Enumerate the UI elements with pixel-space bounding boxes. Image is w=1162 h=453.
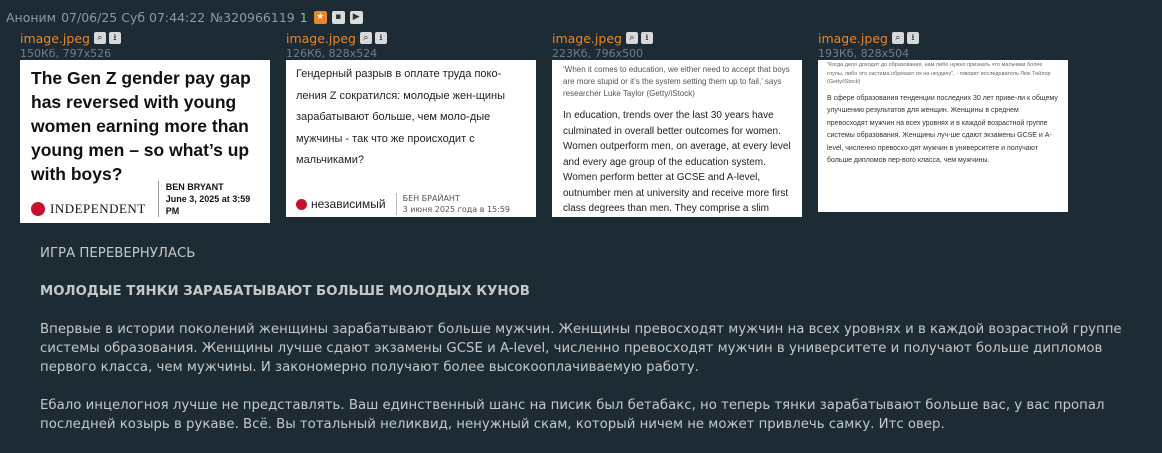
file-name-link[interactable]: image.jpeg [818,30,888,46]
eagle-logo-icon [31,202,45,216]
poster-name: Аноним [6,9,57,25]
hide-post-icon[interactable]: ▪ [332,11,345,24]
byline-date: 3 июня 2025 года в 15:59 [402,205,511,214]
thumbnail-3[interactable] [552,60,802,217]
publisher-logo [296,197,386,211]
thumbnail-4[interactable] [818,60,1068,212]
byline-author: БЕН БРАЙАНТ [402,194,460,203]
post-subtitle: МОЛОДЫЕ ТЯНКИ ЗАРАБАТЫВАЮТ БОЛЬШЕ МОЛОДЫХ КУНОВ [40,284,530,299]
post-paragraph: Впервые в истории поколений женщины зарабатывают больше мужчин. Женщины превосходят мужчин на всех уровнях и в каждой возрастной группе системы образования. Женщины лучше сдают экзамены GCSE и A-level, численно превосходят мужчин в университете и получают больше дипломов первого класса, чем мужчины. И закономерно получают более высокооплачиваемую работу. [40,322,1122,375]
download-icon[interactable]: ⭳ [907,32,919,44]
post-paragraph: Ебало инцелогноя лучше не представлять. Ваш единственный шанс на писик был бетабакс, но теперь тянки зарабатывают больше вас, у вас пропал последней козырь в рукаве. Всё. Вы тотальный неликвид, ненужный скам, который ничем не может привлечь самку. Итс овер. [40,398,1105,432]
file-meta: 223Кб, 796x500 [552,47,644,60]
publisher-logo [31,201,146,217]
byline [158,181,262,217]
file-name-link[interactable]: image.jpeg [286,30,356,46]
byline [396,193,510,215]
file-1 [20,30,124,61]
search-icon[interactable]: ⌕ [94,32,106,44]
article-caption: "Когда дело доходит до образования, нам либо нужно признать что мальчики более глупы, либо это система обрекает их на неудачу", - говорит исследователь Люк Тейлор (Getty/iStock) [827,62,1051,85]
favorite-star-icon[interactable]: ★ [314,11,327,24]
post-number-link[interactable]: №320966119 [210,9,295,25]
article-headline: The Gen Z gender pay gap has reversed with young women earning more than young men – so what’s up with boys? [31,68,251,184]
thumbnail-2[interactable] [286,60,536,217]
download-icon[interactable]: ⭳ [109,32,121,44]
file-meta: 193Кб, 828x504 [818,47,910,60]
thumbnail-1[interactable] [20,60,270,223]
file-meta: 150Кб, 797x526 [20,47,112,60]
play-icon[interactable]: ▶ [350,11,363,24]
eagle-logo-icon [296,199,307,210]
download-icon[interactable]: ⭳ [375,32,387,44]
reply-counter: 1 [299,9,308,25]
article-text: Гендерный разрыв в оплате труда поко-ления Z сократился: молодые жен-щины зарабатывают больше, чем моло-дые мужчины - так что же происходит с мальчиками? [296,68,506,166]
file-3 [552,30,656,61]
article-caption: ‘When it comes to education, we either need to accept that boys are more stupid or it’s the system setting them up to fail,’ says researcher Luke Taylor (Getty/iStock) [563,65,790,98]
search-icon[interactable]: ⌕ [626,32,638,44]
download-icon[interactable]: ⭳ [641,32,653,44]
search-icon[interactable]: ⌕ [892,32,904,44]
file-meta: 126Кб, 828x524 [286,47,378,60]
byline-author: BEN BRYANT [165,182,224,192]
post-message [40,244,1150,434]
publisher-name: независимый [311,197,386,211]
byline-date: June 3, 2025 at 3:59 PM [165,194,251,216]
post-date: 07/06/25 Суб 07:44:22 [61,9,206,25]
post-header [6,8,368,26]
article-text: In education, trends over the last 30 years have culminated in overall better outcomes for women. Women outperform men, on average, at every level and every age group of the education system. Women perform better at GCSE and A-level, outnumber men at university and receive more first class degrees than men. They comprise a slim [563,110,791,214]
post-title: ИГРА ПЕРЕВЕРНУЛАСЬ [40,246,196,261]
search-icon[interactable]: ⌕ [360,32,372,44]
publisher-name: INDEPENDENT [50,201,146,216]
file-name-link[interactable]: image.jpeg [20,30,90,46]
article-text: В сфере образования тенденции последних 30 лет приве-ли к общему улучшению результатов для женщин. Женщины в среднем превосходят мужчин на всех уровнях и в каждой возрастной группе системы образования. Женщины луч-ше сдают экзамены GCSE и A-level, численно превосхо-дят мужчин в университете и получают больше дипломов пер-вого класса, чем мужчины. [827,94,1058,164]
file-2 [286,30,390,61]
file-name-link[interactable]: image.jpeg [552,30,622,46]
file-4 [818,30,922,61]
